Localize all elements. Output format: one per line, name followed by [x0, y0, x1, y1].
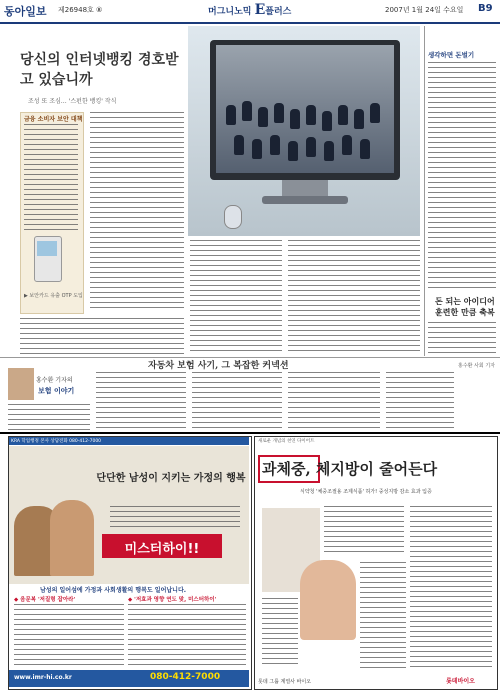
ad-divider [0, 432, 500, 434]
otp-device-screen [37, 241, 57, 256]
ad-left-headline: 단단한 남성이 지키는 가정의 행복 [96, 473, 246, 484]
ad-left-body-2 [128, 604, 246, 666]
ad-right-copy-3 [262, 598, 298, 668]
column-body-4 [288, 372, 380, 430]
ad-left-woman-photo [50, 500, 94, 576]
ad-right-model-figure [300, 560, 356, 640]
mouse-icon [224, 205, 242, 229]
ad-left-brand: 미스터하이!! [124, 542, 200, 557]
right-column-heading: 생각하면 돈벌기 [428, 51, 475, 59]
feature-body-col2 [190, 240, 282, 352]
feature-body-lead [20, 318, 184, 354]
feature-headline: 당신의 인터넷뱅킹 경호받고 있습니까 [20, 52, 179, 88]
ad-right-copy-4 [360, 562, 406, 668]
ad-left-top-text: KRA 학업행정 본사 상담전화 080-412-7000 [11, 439, 102, 444]
column-divider [424, 26, 425, 356]
ad-left-phone[interactable]: 080-412-7000 [150, 672, 221, 682]
column-body-3 [192, 372, 282, 430]
ad-left-url[interactable]: www.imr-hi.co.kr [14, 674, 72, 681]
column-name: 보험 이야기 [38, 387, 75, 395]
ad-left-section-2: ◆ '저효과 영향 연도 맞, 미스터하이' [128, 597, 217, 603]
columnist-photo [8, 368, 34, 400]
ad-left-body-1 [14, 604, 124, 666]
feature-body-col3 [288, 240, 420, 352]
column-headline: 자동차 보험 사기, 그 복잡한 커넥션 [148, 361, 289, 371]
column-body-2 [96, 372, 186, 430]
page-number: B9 [478, 3, 493, 14]
column-body-1 [8, 404, 90, 430]
section-suffix: 플러스 [265, 7, 292, 17]
monitor-base [262, 196, 348, 204]
right-column-body [428, 62, 496, 290]
monitor-screen-soldiers [216, 45, 394, 173]
section-title [208, 2, 291, 18]
newspaper-logo: 동아일보 [4, 5, 47, 18]
column-signature: 홍수환 사회 기자 [458, 363, 495, 369]
section-mark: E [254, 2, 266, 18]
ad-right-footer: 롯데 그룹 계열사 바이오 [258, 679, 312, 685]
sidebar-title: 금융 소비자 보안 대책 [24, 116, 83, 123]
right-column-pullquote: 돈 되는 아이디어 훈련한 만큼 축복 [435, 296, 495, 317]
ad-right-subhead: 식약청 '체중조절용 조제식품' 허가! 중성지방 감소 효과 입증 [300, 489, 432, 495]
ad-left-copy [110, 506, 240, 530]
ad-left-subhead: 남성의 일어섬에 가정과 사회생활의 행복도 일어납니다. [40, 587, 187, 594]
ad-right-logo: 롯데바이오 [446, 678, 475, 685]
ad-right-copy-2 [410, 506, 492, 670]
feature-body-col1 [90, 112, 184, 312]
issue-number: 제26948호 ⑧ [58, 6, 103, 14]
dateline: 2007년 1월 24일 수요일 [385, 6, 464, 14]
ad-right-headline: 과체중, 체지방이 줄어든다 [262, 460, 438, 478]
column-kicker: 홍수환 기자의 [36, 377, 73, 384]
ad-right-top-text: 새로운 개념의 천연 다이어트 [258, 439, 315, 444]
section-prefix: 머그니노믹 [208, 7, 252, 17]
sidebar-body [24, 124, 78, 230]
right-column-body-2 [428, 322, 496, 356]
ad-left-section-1: ◆ 음문복 '저질형 잡아라' [14, 597, 76, 603]
column-body-5 [386, 372, 454, 430]
feature-subhead: 조성 또 조심… '스펀한 뱅킹' 작식 [28, 98, 117, 105]
sidebar-caption: ▶ 보안카드 유출 OTP 도입 [24, 293, 83, 299]
ad-right-copy-1 [324, 506, 404, 556]
